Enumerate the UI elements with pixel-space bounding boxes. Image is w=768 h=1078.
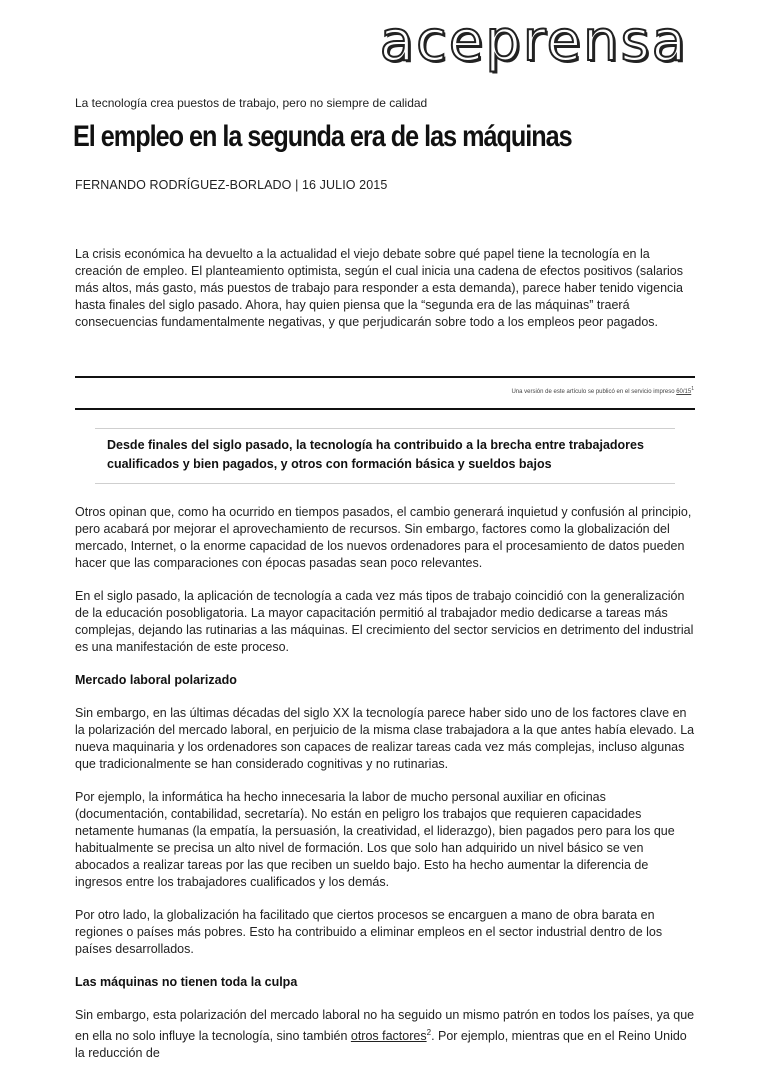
- divider-bottom: [75, 408, 695, 410]
- print-issue-link[interactable]: 60/15: [676, 389, 692, 395]
- paragraph: En el siglo pasado, la aplicación de tecnología a cada vez más tipos de trabajo coincidió con la generalización de la educación posobligatoria. La mayor capacitación permitió al trabajador medio dedicarse a tareas más complejas, dejando las rutinarias a las máquinas. El crecimiento del sector servicios en detrimento del industrial es una manifestación de este proceso.: [75, 589, 694, 654]
- section-heading: Mercado laboral polarizado: [75, 673, 237, 687]
- paragraph: Por otro lado, la globalización ha facilitado que ciertos procesos se encarguen a mano de obra barata en regiones o países más pobres. Esto ha contribuido a eliminar empleos en el sector industrial dentro de los países desarrollados.: [75, 908, 663, 956]
- pull-quote-rule-top: [95, 428, 675, 429]
- article-title: El empleo en la segunda era de las máquinas: [73, 120, 572, 153]
- pull-quote: Desde finales del siglo pasado, la tecnología ha contribuido a la brecha entre trabajadores cualificados y bien pagados, y otros con formación básica y sueldos bajos: [107, 438, 644, 471]
- section-heading: Las máquinas no tienen toda la culpa: [75, 975, 298, 989]
- paragraph: Sin embargo, en las últimas décadas del siglo XX la tecnología parece haber sido uno de los factores clave en la polarización del mercado laboral, en perjuicio de la misma clase trabajadora a la que antes había elevado. La nueva maquinaria y los ordenadores son capaces de realizar tareas cada vez más complejas, incluso algunas que tradicionalmente se han considerado cognitivas y no rutinarias.: [75, 706, 695, 771]
- divider-top: [75, 376, 695, 378]
- print-note-footnote[interactable]: 1: [691, 386, 694, 392]
- paragraph-text: Sin embargo, esta polarización del mercado laboral no ha seguido un mismo patrón en todos los países, ya que en ella no solo influye la tecnología, sino también: [75, 1008, 695, 1044]
- otros-factores-link[interactable]: otros factores: [350, 1029, 427, 1044]
- paragraph-text: . Por ejemplo, mientras que en el Reino Unido la reducción de: [75, 1029, 687, 1061]
- paragraph: Por ejemplo, la informática ha hecho innecesaria la labor de mucho personal auxiliar en oficinas (documentación, contabilidad, secretaría). No están en peligro los trabajos que requieren capacidades netamente humanas (la empatía, la persuasión, la creatividad, el liderazgo), bien pagados pero para los que habitualmente se precisa un alto nivel de formación. Los que solo han adquirido un nivel básico se ven abocados a realizar tareas por las que reciben un sueldo bajo. Esto ha hecho aumentar la diferencia de ingresos entre los trabajadores cualificados y los demás.: [75, 790, 675, 889]
- article-kicker: La tecnología crea puestos de trabajo, pero no siempre de calidad: [75, 96, 428, 110]
- paragraph: [75, 1007, 697, 1062]
- site-logo[interactable]: aceprensa: [379, 9, 688, 74]
- article-body: [75, 504, 697, 1078]
- article-intro: La crisis económica ha devuelto a la actualidad el viejo debate sobre qué papel tiene la tecnología en la creación de empleo. El planteamiento optimista, según el cual inicia una cadena de efectos positivos (salarios más altos, más gasto, más puestos de trabajo para responder a esta demanda), parece haber tenido vigencia hasta finales del siglo pasado. Ahora, hay quien piensa que la “segunda era de las máquinas” traerá consecuencias fundamentalmente negativas, y que perjudicarán sobre todo a los empleos peor pagados.: [75, 247, 683, 329]
- print-edition-note: [511, 386, 694, 395]
- pull-quote-rule-bottom: [95, 483, 675, 484]
- paragraph: Otros opinan que, como ha ocurrido en tiempos pasados, el cambio generará inquietud y confusión al principio, pero acabará por mejorar el aprovechamiento de recursos. Sin embargo, factores como la globalización del mercado, Internet, o la enorme capacidad de los nuevos ordenadores para el procesamiento de datos pueden hacer que las comparaciones con épocas pasadas sean poco relevantes.: [75, 505, 692, 570]
- print-note-text: Una versión de este artículo se publicó en el servicio impreso: [511, 389, 677, 395]
- footnote-2[interactable]: 2: [426, 1028, 432, 1037]
- article-byline: FERNANDO RODRÍGUEZ-BORLADO | 16 JULIO 2015: [75, 178, 388, 192]
